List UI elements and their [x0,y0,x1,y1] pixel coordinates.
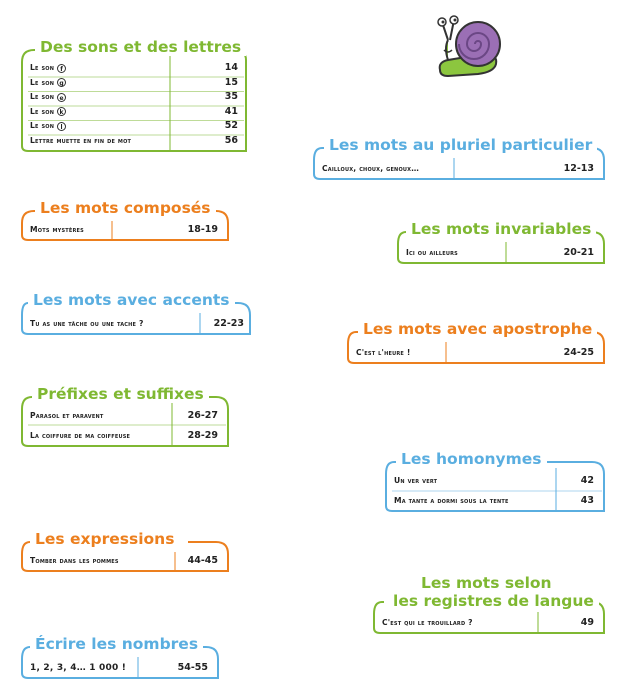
list-item[interactable]: Ma tante a dormi sous la tente [394,496,509,505]
section-prefixes-suffixes [20,385,230,449]
page-number: 52 [224,120,238,131]
list-item[interactable]: Le son l [30,119,66,133]
section-ecrire-nombres [20,635,220,681]
list-item[interactable]: 1, 2, 3, 4… 1 000 ! [30,663,127,673]
list-item[interactable]: Un ver vert [394,476,438,485]
page-number: 24-25 [563,347,594,358]
list-item[interactable]: Le son f [30,61,66,75]
section-title: Les mots au pluriel particulier [324,136,597,154]
page-number: 43 [580,495,594,506]
list-item[interactable]: Tu as une tâche ou une tache ? [30,319,144,328]
section-mots-composes [20,199,230,243]
page-number: 26-27 [187,410,218,421]
phoneme-icon: e [57,93,66,102]
section-title: Les mots avec apostrophe [358,320,597,338]
phoneme-icon: k [57,107,66,116]
section-title: Les mots composés [35,199,216,217]
page-number: 28-29 [187,430,218,441]
section-homonymes [384,450,606,514]
list-item[interactable]: Le son e [30,90,66,104]
page-number: 56 [224,135,238,146]
section-title: Les homonymes [396,450,547,468]
list-item[interactable]: Cailloux, choux, genoux… [322,164,420,173]
page-number: 41 [224,105,238,117]
section-title: Des sons et des lettres [35,38,246,56]
list-item[interactable]: Tomber dans les pommes [30,556,119,565]
section-title: Préfixes et suffixes [32,385,209,403]
page-number: 15 [224,76,238,88]
phoneme-icon: g [57,78,66,87]
page-number: 49 [580,617,594,628]
list-item[interactable]: Le son k [30,105,66,119]
page-number: 42 [580,475,594,486]
section-title: les registres de langue [388,592,599,610]
section-pluriel-particulier [312,136,606,182]
page-number: 54-55 [177,662,208,673]
section-registres-langue [372,574,606,636]
page-number: 35 [224,91,238,102]
list-item[interactable]: Mots mystères [30,225,84,234]
page-number: 14 [224,62,238,73]
page-number: 18-19 [187,224,218,235]
section-sons-lettres [20,38,248,154]
page-number: 20-21 [563,247,594,258]
list-item[interactable]: Le son g [30,76,66,90]
page-number: 12-13 [563,163,594,174]
page-number: 44-45 [187,555,218,566]
phoneme-icon: l [57,122,66,131]
section-title: Les mots invariables [406,220,596,238]
page-number: 22-23 [213,318,244,329]
list-item[interactable]: Ici ou ailleurs [406,248,458,257]
section-mots-invariables [396,220,606,266]
section-title: Écrire les nombres [30,635,203,653]
phoneme-icon: f [57,64,66,73]
section-expressions [20,530,230,574]
section-title: Les expressions [30,530,179,548]
list-item[interactable]: Lettre muette en fin de mot [30,136,132,145]
list-item[interactable]: La coiffure de ma coiffeuse [30,431,131,440]
list-item[interactable]: Parasol et paravent [30,411,104,420]
section-mots-accents [20,291,252,337]
list-item[interactable]: C'est l'heure ! [356,348,411,357]
section-title: Les mots avec accents [28,291,235,309]
list-item[interactable]: C'est qui le trouillard ? [382,618,473,627]
section-mots-apostrophe [346,320,606,366]
snail-icon [434,14,504,80]
section-title: Les mots selon [421,574,552,592]
